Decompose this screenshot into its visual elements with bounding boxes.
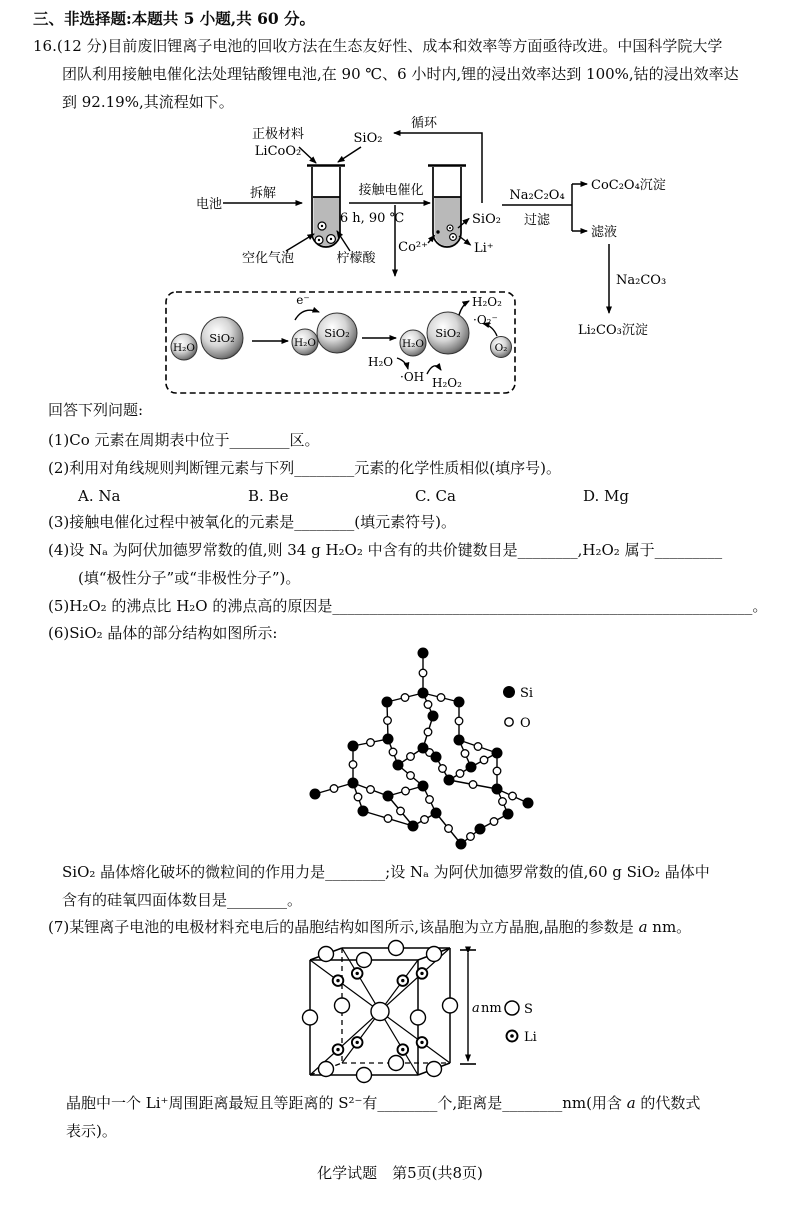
test-tube-2 — [428, 166, 466, 248]
cell-dimension — [460, 950, 502, 1064]
li2co3-precipitate-label: Li₂CO₃沉淀 — [578, 323, 648, 338]
question-6-tail2: 含有的硅氧四面体数目是________。 — [62, 891, 303, 909]
q16-intro-line1: 16.(12 分)目前废旧锂离子电池的回收方法在生态友好性、成本和效率等方面亟待改进。中国科学院大学 — [33, 37, 723, 55]
section-header: 三、非选择题:本题共 5 小题,共 60 分。 — [33, 9, 316, 28]
hydroxyl-radical-label: ·OH — [400, 370, 425, 384]
q16-intro-line3: 到 92.19%,其流程如下。 — [62, 93, 234, 111]
condition-label: 6 h, 90 ℃ — [339, 211, 405, 226]
mech-h2o2-top-label: H₂O₂ — [472, 295, 502, 309]
mech-sio2-1: SiO₂ — [209, 331, 235, 345]
na2co3-label: Na₂CO₃ — [616, 273, 667, 288]
question-5: (5)H₂O₂ 的沸点比 H₂O 的沸点高的原因是________________________________________________________。 — [48, 597, 768, 615]
legend-si-label: Si — [520, 686, 534, 701]
question-2: (2)利用对角线规则判断锂元素与下列________元素的化学性质相似(填序号)。 — [48, 459, 561, 477]
q16-intro-line2: 团队利用接触电催化法处理钴酸锂电池,在 90 ℃、6 小时内,锂的浸出效率达到 100%,钴的浸出效率达 — [62, 65, 739, 83]
question-6: (6)SiO₂ 晶体的部分结构如图所示: — [48, 624, 278, 642]
sio2-input-label: SiO₂ — [353, 131, 383, 146]
recycle-label: 循环 — [410, 116, 438, 131]
cobalt-ion-label: Co²⁺ — [398, 240, 428, 255]
superoxide-label: ·O₂⁻ — [473, 313, 498, 327]
question-7-line2: 晶胞中一个 Li⁺周围距离最短且等距离的 S²⁻有________个,距离是________nm(用含 a 的代数式 — [66, 1094, 701, 1112]
option-c: C. Ca — [415, 487, 456, 505]
mech-sio2-3: SiO₂ — [435, 326, 461, 340]
legend-s-label: S — [524, 1002, 533, 1017]
cell-parameter-var: a — [638, 918, 648, 936]
coc2o4-precipitate-label: CoC₂O₄沉淀 — [591, 178, 666, 193]
licoo2-label: LiCoO₂ — [254, 144, 302, 159]
disassemble-label: 拆解 — [249, 186, 277, 201]
citric-acid-label: 柠檬酸 — [336, 251, 376, 266]
cell-legend — [505, 1001, 537, 1045]
option-a: A. Na — [78, 487, 121, 505]
question-6-tail1: SiO₂ 晶体熔化破坏的微粒间的作用力是________;设 Nₐ 为阿伏加德罗常数的值,60 g SiO₂ 晶体中 — [62, 863, 710, 881]
question-1: (1)Co 元素在周期表中位于________区。 — [48, 431, 320, 449]
sio2-output-label: SiO₂ — [472, 212, 501, 227]
cavitation-bubble-label: 空化气泡 — [241, 251, 295, 266]
electron-label: e⁻ — [296, 293, 310, 307]
dimension-unit: nm — [481, 1001, 502, 1016]
mech-h2o-bottom-label: H₂O — [368, 355, 394, 369]
filter-label: 过滤 — [523, 213, 551, 228]
process-flow-diagram — [160, 108, 790, 404]
question-7-line3: 表示)。 — [66, 1122, 117, 1140]
question-4-line2: (填“极性分子”或“非极性分子”)。 — [78, 569, 301, 587]
dimension-var: a — [472, 1001, 480, 1016]
filtrate-label: 滤液 — [591, 225, 618, 240]
sio2-legend — [503, 686, 533, 731]
option-d: D. Mg — [583, 487, 629, 505]
question-4-line1: (4)设 Nₐ 为阿伏加德罗常数的值,则 34 g H₂O₂ 中含有的共价键数目是________,H₂O₂ 属于_________ — [48, 541, 723, 559]
mech-o2-sphere-label: O₂ — [494, 342, 508, 354]
battery-label: 电池 — [195, 197, 223, 212]
na2c2o4-label: Na₂C₂O₄ — [509, 188, 565, 203]
mech-h2o-1: H₂O — [173, 342, 195, 354]
sio2-crystal-structure — [302, 645, 554, 857]
question-3: (3)接触电催化过程中被氧化的元素是________(填元素符号)。 — [48, 513, 456, 531]
mech-h2o2-bottom-label: H₂O₂ — [432, 376, 462, 390]
unit-cell-figure — [300, 938, 545, 1093]
cathode-material-label: 正极材料 — [251, 127, 305, 142]
legend-li-label: Li — [524, 1030, 537, 1045]
answer-prompt: 回答下列问题: — [48, 401, 144, 419]
question-7: (7)某锂离子电池的电极材料充电后的晶胞结构如图所示,该晶胞为立方晶胞,晶胞的参数是 a nm。 — [48, 918, 692, 936]
mech-h2o-3: H₂O — [402, 338, 424, 350]
lithium-ion-label: Li⁺ — [474, 241, 494, 256]
catalysis-mechanism-inset — [166, 292, 515, 393]
page-footer: 化学试题 第5页(共8页) — [317, 1164, 483, 1182]
catalysis-label: 接触电催化 — [358, 183, 424, 198]
legend-o-label: O — [520, 716, 531, 731]
option-b: B. Be — [248, 487, 289, 505]
mech-h2o-2: H₂O — [294, 337, 316, 349]
mech-sio2-2: SiO₂ — [324, 326, 350, 340]
